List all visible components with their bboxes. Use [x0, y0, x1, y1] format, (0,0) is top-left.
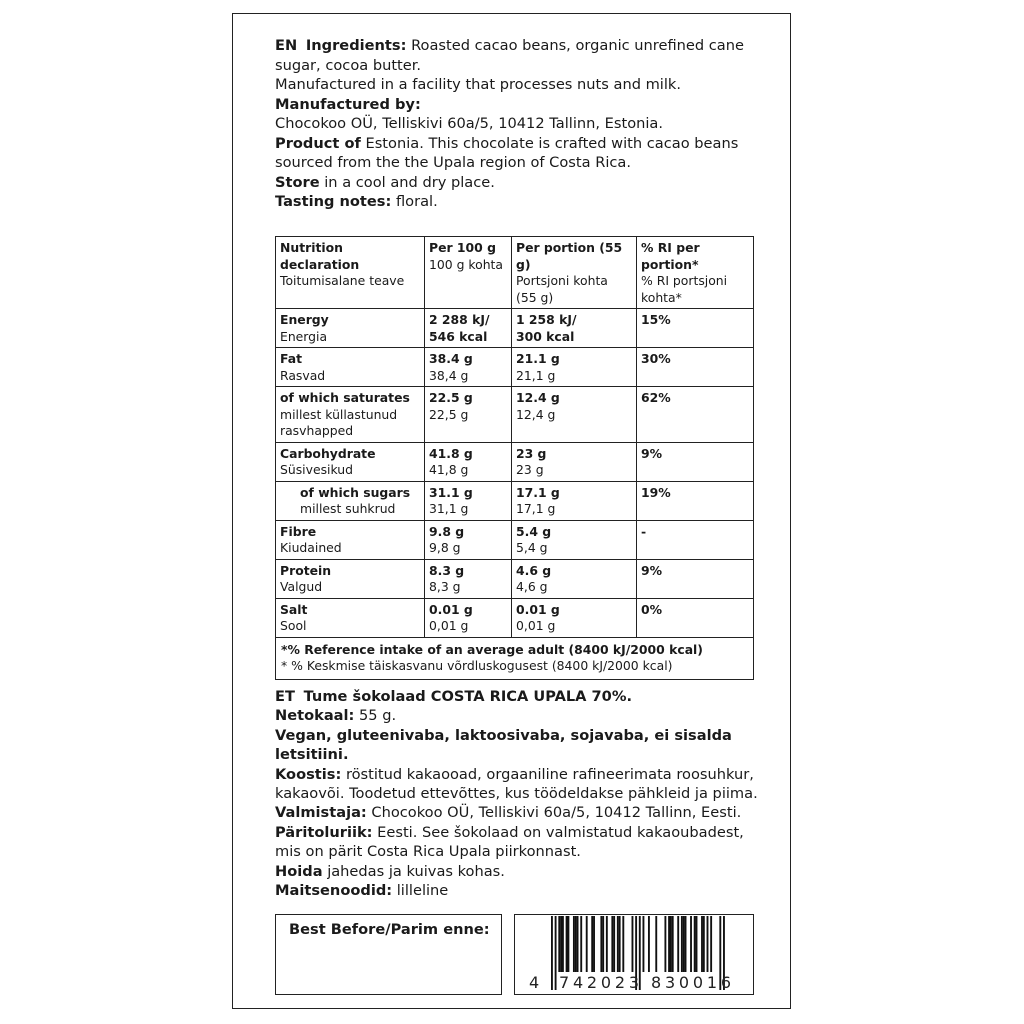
portion-value-et: 17,1 g: [516, 501, 556, 516]
portion-value-et: 23 g: [516, 462, 544, 477]
barcode-guard-bar: [639, 916, 641, 990]
paritoluriik-label: Päritoluriik:: [275, 823, 373, 841]
et-product-title: Tume šokolaad COSTA RICA UPALA 70%.: [303, 688, 633, 705]
ri-value: 30%: [641, 351, 671, 366]
per100-value-et: 8,3 g: [429, 579, 461, 594]
ri-value: 9%: [641, 445, 663, 461]
per100-value: 38.4 g: [429, 351, 473, 366]
barcode-bar: [685, 916, 687, 972]
ri-value: 9%: [641, 562, 663, 578]
nutrition-row-fat: [276, 348, 754, 387]
nutrition-footnote-row: [276, 637, 754, 679]
nutrition-row-saturates: [276, 387, 754, 443]
barcode-bar: [600, 916, 602, 972]
barcode-bar: [672, 916, 674, 972]
barcode-bar: [681, 916, 683, 972]
barcode-bar: [573, 916, 575, 972]
barcode-bar: [632, 916, 634, 972]
barcode-bar: [591, 916, 593, 972]
header-c3-en: Per portion (55 g): [516, 240, 623, 272]
ingredients-text: Roasted cacao beans, organic unrefined cane sugar, cocoa butter.: [275, 37, 744, 74]
per100-value: 8.3 g: [429, 562, 465, 578]
facility-note: Manufactured in a facility that processes nuts and milk.: [275, 76, 682, 93]
portion-value: 1 258 kJ/: [516, 312, 577, 327]
portion-value: 21.1 g: [516, 351, 560, 366]
per100-value-2: 546 kcal: [429, 328, 488, 344]
hoida-text: jahedas ja kuivas kohas.: [327, 862, 505, 880]
nutrition-row-carbohydrate: [276, 442, 754, 481]
product-of-text: Estonia. This chocolate is crafted with cacao beans sourced from the the Upala region of Costa Rica.: [275, 134, 739, 171]
portion-value: 17.1 g: [516, 484, 560, 500]
koostis-text: röstitud kakaooad, orgaaniline rafineerimata roosuhkur, kakaovõi. Toodetud ettevõttes, kus töödeldakse pähkleid ja piima.: [275, 765, 758, 803]
store-line: [275, 173, 755, 193]
nutrient-name-et: millest suhkrud: [300, 501, 396, 516]
barcode-bar: [580, 916, 582, 972]
nutrient-name-et: Kiudained: [280, 540, 342, 555]
barcode-bar: [611, 916, 613, 972]
nutrition-row-protein: [276, 559, 754, 598]
manufacturer-address: Chocokoo OÜ, Telliskivi 60a/5, 10412 Tallinn, Estonia.: [275, 115, 664, 132]
barcode-bar: [560, 916, 562, 972]
barcode-icon: [515, 915, 753, 994]
barcode-bar: [701, 916, 703, 972]
barcode-bar: [648, 916, 650, 972]
nutrient-name-et: Rasvad: [280, 367, 326, 383]
barcode-bar: [683, 916, 685, 972]
barcode-bar: [602, 916, 604, 972]
ri-value: 62%: [641, 390, 671, 405]
barcode-bar: [643, 916, 645, 972]
barcode-bar: [606, 916, 608, 972]
paritoluriik-text: Eesti. See šokolaad on valmistatud kakaoubadest, mis on pärit Costa Rica Upala piirkonnast.: [275, 823, 744, 861]
store-label: Store: [275, 173, 320, 191]
portion-value-et: 5,4 g: [516, 540, 548, 555]
per100-value-et: 41,8 g: [429, 462, 469, 477]
netokaal-line: [275, 706, 759, 725]
header-c2-et: 100 g kohta: [429, 256, 504, 272]
per100-value: 31.1 g: [429, 484, 473, 500]
maitsenoodid-line: [275, 881, 759, 900]
header-c3-et: Portsjoni kohta (55 g): [516, 273, 608, 305]
et-title-line: [275, 687, 759, 706]
nutrient-name: Protein: [280, 562, 332, 578]
barcode-bar: [690, 916, 692, 972]
per100-value-et: 0,01 g: [429, 618, 469, 633]
ingredients-line: [275, 36, 755, 75]
footnote-en: *% Reference intake of an average adult (8400 kJ/2000 kcal): [281, 641, 703, 657]
barcode-bar: [617, 916, 619, 972]
per100-value-et: 31,1 g: [429, 501, 469, 516]
portion-value-et: 21,1 g: [516, 367, 556, 383]
valmistaja-label: Valmistaja:: [275, 804, 367, 822]
ri-value: -: [641, 523, 647, 539]
tasting-line: [275, 192, 755, 212]
maitsenoodid-label: Maitsenoodid:: [275, 882, 393, 900]
portion-value-2: 300 kcal: [516, 328, 575, 344]
barcode-guard-bar: [555, 916, 557, 990]
nutrition-row-sugars: [276, 481, 754, 520]
nutrient-name: Salt: [280, 601, 308, 617]
barcode-bar: [613, 916, 615, 972]
ingredients-label: Ingredients:: [305, 37, 407, 54]
nutrition-row-fibre: [276, 520, 754, 559]
barcode-bar: [677, 916, 679, 972]
nutrient-name: Fat: [280, 351, 303, 366]
maitsenoodid-text: lilleline: [396, 882, 449, 900]
nutrition-row-energy: [276, 309, 754, 348]
barcode-bar: [586, 916, 588, 972]
portion-value: 4.6 g: [516, 562, 552, 578]
barcode-bar: [707, 916, 709, 972]
barcode-bar: [577, 916, 579, 972]
per100-value: 0.01 g: [429, 601, 473, 617]
portion-value-et: 12,4 g: [516, 406, 556, 422]
nutrition-table: [275, 236, 754, 680]
best-before-label: Best Before/Parim enne:: [289, 921, 490, 938]
barcode-bar: [710, 916, 712, 972]
manufactured-by-label: Manufactured by:: [275, 95, 421, 113]
header-c1-et: Toitumisalane teave: [280, 273, 405, 288]
nutrient-name: Fibre: [280, 523, 317, 539]
ri-value: 15%: [641, 312, 671, 327]
barcode-bar: [566, 916, 568, 972]
barcode-bar: [655, 916, 657, 972]
nutrition-header-row: [276, 237, 754, 309]
nutrient-name: of which saturates: [280, 390, 410, 405]
barcode-bar: [664, 916, 666, 972]
best-before-box: [275, 914, 502, 995]
english-section: [275, 36, 755, 212]
nutrient-name: Energy: [280, 312, 329, 327]
valmistaja-text: Chocokoo OÜ, Telliskivi 60a/5, 10412 Tallinn, Eesti.: [371, 804, 742, 822]
barcode-guard-bar: [551, 916, 553, 990]
barcode-digit-first: 4: [529, 973, 540, 992]
barcode-digits-right: 830016: [651, 973, 731, 992]
barcode-bar: [703, 916, 705, 972]
hoida-line: [275, 862, 759, 881]
nutrient-name: Carbohydrate: [280, 445, 376, 461]
nutrient-name-et: millest küllastunud rasvhapped: [280, 406, 398, 438]
barcode-bar: [696, 916, 698, 972]
portion-value: 23 g: [516, 445, 547, 461]
header-c2-en: Per 100 g: [429, 240, 496, 255]
valmistaja-line: [275, 803, 759, 822]
product-of-line: [275, 134, 755, 173]
vegan-line: Vegan, gluteenivaba, laktoosivaba, sojavaba, ei sisalda letsitiini.: [275, 726, 732, 764]
nutrient-name-et: Valgud: [280, 579, 323, 594]
nutrient-name-et: Süsivesikud: [280, 462, 353, 477]
per100-value: 41.8 g: [429, 445, 473, 461]
ri-value: 0%: [641, 601, 663, 617]
barcode-digits-left: 742023: [559, 973, 639, 992]
paritoluriik-line: [275, 823, 759, 862]
barcode-bar: [668, 916, 670, 972]
barcode-box: [514, 914, 754, 995]
tasting-label: Tasting notes:: [275, 193, 392, 210]
portion-value: 12.4 g: [516, 390, 560, 405]
barcode-bar: [670, 916, 672, 972]
per100-value: 2 288 kJ/: [429, 312, 490, 327]
per100-value-et: 9,8 g: [429, 540, 461, 555]
portion-value-et: 0,01 g: [516, 618, 556, 633]
footnote-et: * % Keskmise täiskasvanu võrdluskogusest (8400 kJ/2000 kcal): [281, 658, 673, 673]
barcode-bar: [694, 916, 696, 972]
per100-value-et: 38,4 g: [429, 367, 469, 383]
hoida-label: Hoida: [275, 862, 323, 880]
barcode-bar: [622, 916, 624, 972]
barcode-bar: [567, 916, 569, 972]
barcode-bar: [562, 916, 564, 972]
header-c4-et: % RI portsjoni kohta*: [641, 273, 728, 305]
nutrient-name-et: Sool: [280, 618, 307, 633]
koostis-line: [275, 765, 759, 804]
portion-value: 5.4 g: [516, 523, 552, 539]
koostis-label: Koostis:: [275, 765, 342, 783]
lang-code-en: EN: [275, 37, 298, 54]
barcode-bar: [558, 916, 560, 972]
store-text: in a cool and dry place.: [324, 173, 495, 191]
nutrient-name-et: Energia: [280, 328, 328, 344]
tasting-text: floral.: [395, 193, 438, 210]
portion-value-et: 4,6 g: [516, 579, 548, 594]
ri-value: 19%: [641, 484, 671, 500]
per100-value-et: 22,5 g: [429, 406, 469, 422]
estonian-section: [275, 687, 759, 900]
lang-code-et: ET: [275, 688, 295, 705]
netokaal-text: 55 g.: [359, 707, 397, 725]
nutrition-row-salt: [276, 598, 754, 637]
barcode-bar: [593, 916, 595, 972]
netokaal-label: Netokaal:: [275, 707, 355, 725]
portion-value: 0.01 g: [516, 601, 560, 617]
product-of-label: Product of: [275, 134, 361, 152]
per100-value: 22.5 g: [429, 390, 473, 405]
header-c4-en: % RI per portion*: [641, 240, 700, 272]
nutrient-name: of which sugars: [300, 484, 411, 500]
header-c1-en: Nutrition declaration: [280, 240, 360, 272]
barcode-bar: [575, 916, 577, 972]
barcode-bar: [619, 916, 621, 972]
per100-value: 9.8 g: [429, 523, 465, 539]
